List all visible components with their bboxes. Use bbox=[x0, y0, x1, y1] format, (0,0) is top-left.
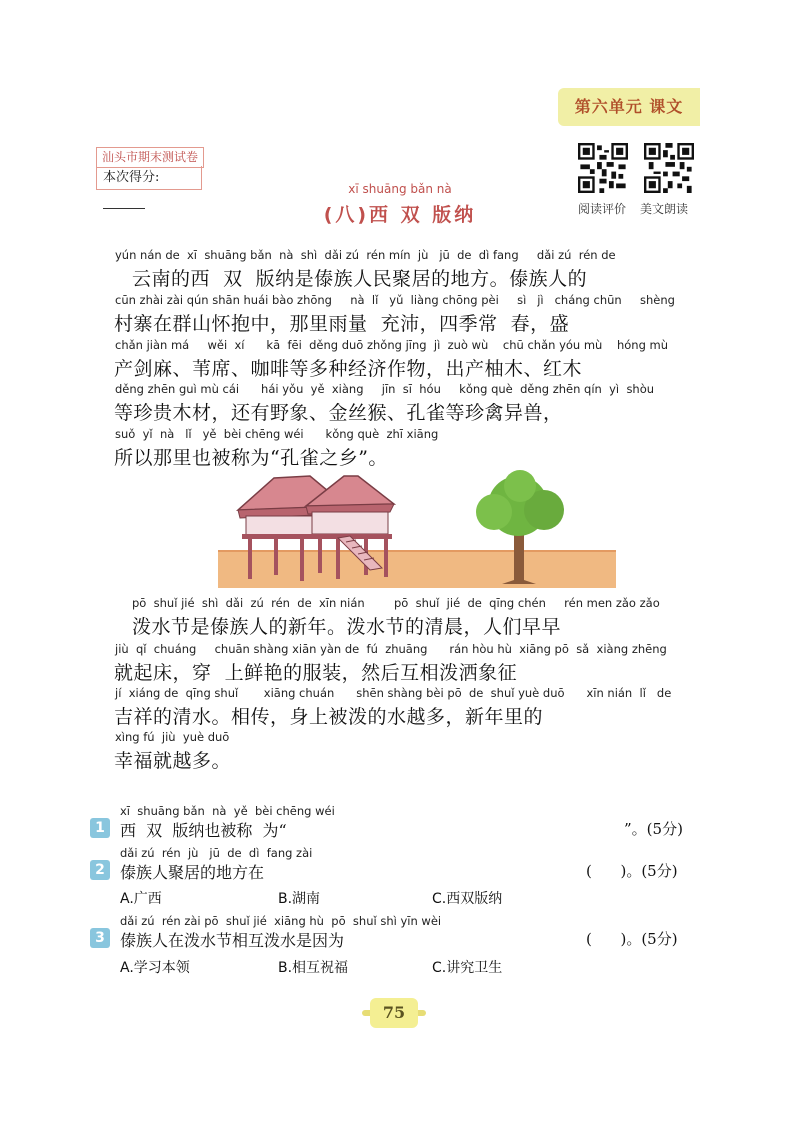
qr-code-icon[interactable] bbox=[578, 143, 628, 193]
question-pinyin: xī shuāng bǎn nà yě bèi chēng wéi bbox=[120, 804, 335, 818]
qr-caption-review: 阅读评价 bbox=[578, 202, 627, 216]
title-pinyin: xī shuāng bǎn nà bbox=[348, 182, 452, 196]
question-number: 3 bbox=[90, 928, 110, 948]
answer-paren[interactable]: ( )。(5分) bbox=[586, 930, 678, 948]
question-pinyin: dǎi zú rén jù jū de dì fang zài bbox=[120, 846, 313, 860]
page-title: (八)西 双 版纳 bbox=[323, 204, 477, 226]
question-pinyin: dǎi zú rén zài pō shuǐ jié xiāng hù pō shuǐ shì yīn wèi bbox=[120, 914, 442, 928]
option-c[interactable]: C.西双版纳 bbox=[432, 891, 503, 907]
text-line: 幸福就越多。 bbox=[114, 750, 232, 772]
text-line: 云南的西 双 版纳是傣族人民聚居的地方。傣族人的 bbox=[132, 268, 588, 290]
answer-paren[interactable]: ( )。(5分) bbox=[586, 862, 678, 880]
question-blank-tail[interactable]: ”。(5分) bbox=[624, 820, 683, 838]
question-text: 西 双 版纳也被称 为“ bbox=[120, 821, 287, 840]
question-text: 傣族人聚居的地方在 bbox=[120, 863, 265, 882]
qr-code-icon[interactable] bbox=[644, 143, 694, 193]
text-line: 等珍贵木材，还有野象、金丝猴、孔雀等珍禽异兽， bbox=[114, 402, 563, 424]
exam-tag: 汕头市期末测试卷 bbox=[96, 147, 204, 168]
page-number: 75 bbox=[370, 998, 418, 1028]
score-label: 本次得分: bbox=[103, 170, 160, 185]
text-line: 村寨在群山怀抱中，那里雨量 充沛，四季常 春，盛 bbox=[114, 313, 570, 335]
pinyin-line: jiù qǐ chuáng chuān shàng xiān yàn de fú zhuāng rán hòu hù xiāng pō sǎ xiàng zhēng bbox=[115, 642, 667, 656]
question-number: 1 bbox=[90, 818, 110, 838]
pinyin-line: pō shuǐ jié shì dǎi zú rén de xīn nián pō shuǐ jié de qīng chén rén men zǎo zǎo bbox=[132, 596, 660, 610]
qr-caption-reading: 美文朗读 bbox=[640, 202, 689, 216]
pinyin-line: cūn zhài zài qún shān huái bào zhōng nà lǐ yǔ liàng chōng pèi sì jì cháng chūn shèng bbox=[115, 293, 675, 307]
pinyin-line: děng zhēn guì mù cái hái yǒu yě xiàng jīn sī hóu kǒng què děng zhēn qín yì shòu bbox=[115, 382, 655, 396]
text-line: 产剑麻、苇席、咖啡等多种经济作物，出产柚木、红木 bbox=[114, 358, 583, 380]
text-line: 就起床，穿 上鲜艳的服装，然后互相泼洒象征 bbox=[114, 662, 518, 684]
option-c[interactable]: C.讲究卫生 bbox=[432, 960, 503, 976]
pinyin-line: chǎn jiàn má wěi xí kā fēi děng duō zhǒng jīng jì zuò wù chū chǎn yóu mù hóng mù bbox=[115, 338, 669, 352]
text-line: 所以那里也被称为“孔雀之乡”。 bbox=[114, 447, 388, 469]
pinyin-line: suǒ yǐ nà lǐ yě bèi chēng wéi kǒng què zhī xiāng bbox=[115, 427, 439, 441]
score-blank bbox=[103, 194, 145, 209]
question-number: 2 bbox=[90, 860, 110, 880]
text-line: 吉祥的清水。相传，身上被泼的水越多，新年里的 bbox=[114, 706, 544, 728]
option-b[interactable]: B.相互祝福 bbox=[278, 960, 349, 976]
pinyin-line: jí xiáng de qīng shuǐ xiāng chuán shēn shàng bèi pō de shuǐ yuè duō xīn nián lǐ de bbox=[115, 686, 672, 700]
question-text: 傣族人在泼水节相互泼水是因为 bbox=[120, 931, 345, 950]
text-line: 泼水节是傣族人的新年。泼水节的清晨，人们早早 bbox=[132, 616, 562, 638]
pinyin-line: yún nán de xī shuāng bǎn nà shì dǎi zú rén mín jù jū de dì fang dǎi zú rén de bbox=[115, 248, 616, 262]
pinyin-line: xìng fú jiù yuè duō bbox=[115, 730, 230, 744]
score-box bbox=[96, 166, 202, 190]
option-a[interactable]: A.广西 bbox=[120, 891, 162, 907]
unit-label: 第六单元 课文 bbox=[558, 88, 700, 126]
option-b[interactable]: B.湖南 bbox=[278, 891, 321, 907]
stilt-house-illustration bbox=[218, 470, 616, 588]
option-a[interactable]: A.学习本领 bbox=[120, 960, 190, 976]
